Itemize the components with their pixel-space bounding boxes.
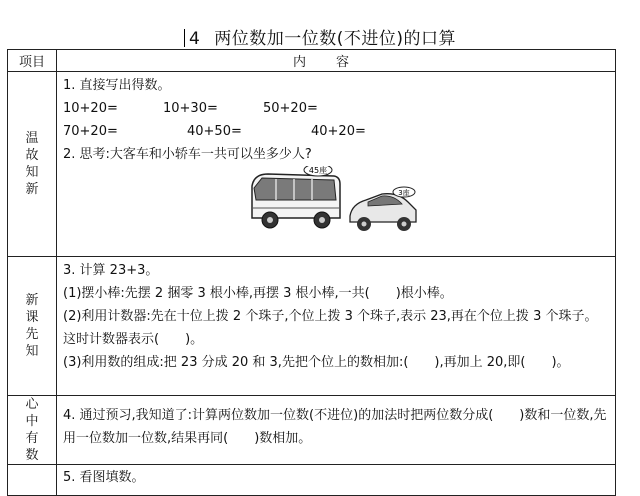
- calc-row-2: [63, 120, 607, 143]
- step-2: (2)利用计数器:先在十位上拨 2 个珠子,个位上拨 3 个珠子,表示 23,再在个位上拨 3 个珠子。这时计数器表示( )。: [63, 309, 598, 347]
- calc-item: 70+20=: [63, 124, 118, 139]
- calc-item: 40+50=: [187, 124, 242, 139]
- section-label-review: 温故知新: [8, 72, 57, 257]
- question-1: 1. 直接写出得数。: [63, 78, 171, 93]
- header-item: 项目: [8, 50, 57, 72]
- calc-item: 40+20=: [311, 124, 366, 139]
- section-content-review: [57, 72, 616, 257]
- calc-row-1: [63, 97, 607, 120]
- section-preview: [8, 257, 616, 396]
- text-cursor: [184, 29, 185, 47]
- section-label-preview: 新课先知: [8, 257, 57, 396]
- section-summary: [8, 396, 616, 465]
- bus-badge: 45座: [308, 166, 328, 175]
- section-content-practice: [57, 465, 616, 496]
- car-icon: [348, 186, 420, 236]
- question-2: 2. 思考:大客车和小轿车一共可以坐多少人?: [63, 147, 312, 162]
- car-badge: 3座: [398, 189, 410, 197]
- vehicles-illustration: [63, 166, 607, 238]
- page-title: [0, 24, 640, 49]
- calc-item: 50+20=: [263, 101, 318, 116]
- worksheet-table: [7, 49, 616, 496]
- header-content: 内容: [57, 50, 616, 72]
- calc-item: 10+30=: [163, 101, 218, 116]
- question-3: 3. 计算 23+3。: [63, 263, 159, 278]
- section-content-summary: [57, 396, 616, 465]
- table-header-row: [8, 50, 616, 72]
- section-label-summary: 心中有数: [8, 396, 57, 465]
- step-1: (1)摆小棒:先摆 2 捆零 3 根小棒,再摆 3 根小棒,一共( )根小棒。: [63, 286, 453, 301]
- section-content-preview: [57, 257, 616, 396]
- calc-item: 10+20=: [63, 101, 118, 116]
- question-5: 5. 看图填数。: [63, 470, 145, 485]
- section-practice: [8, 465, 616, 496]
- section-label-practice: [8, 465, 57, 496]
- title-text: 两位数加一位数(不进位)的口算: [214, 29, 457, 49]
- bus-icon: [248, 166, 348, 236]
- title-number: 4: [188, 29, 201, 49]
- question-4: 4. 通过预习,我知道了:计算两位数加一位数(不进位)的加法时把两位数分成( )数和一位数,先用一位数加一位数,结果再同( )数相加。: [63, 408, 607, 446]
- step-3: (3)利用数的组成:把 23 分成 20 和 3,先把个位上的数相加:( ),再加上 20,即( )。: [63, 355, 570, 370]
- section-review: [8, 72, 616, 257]
